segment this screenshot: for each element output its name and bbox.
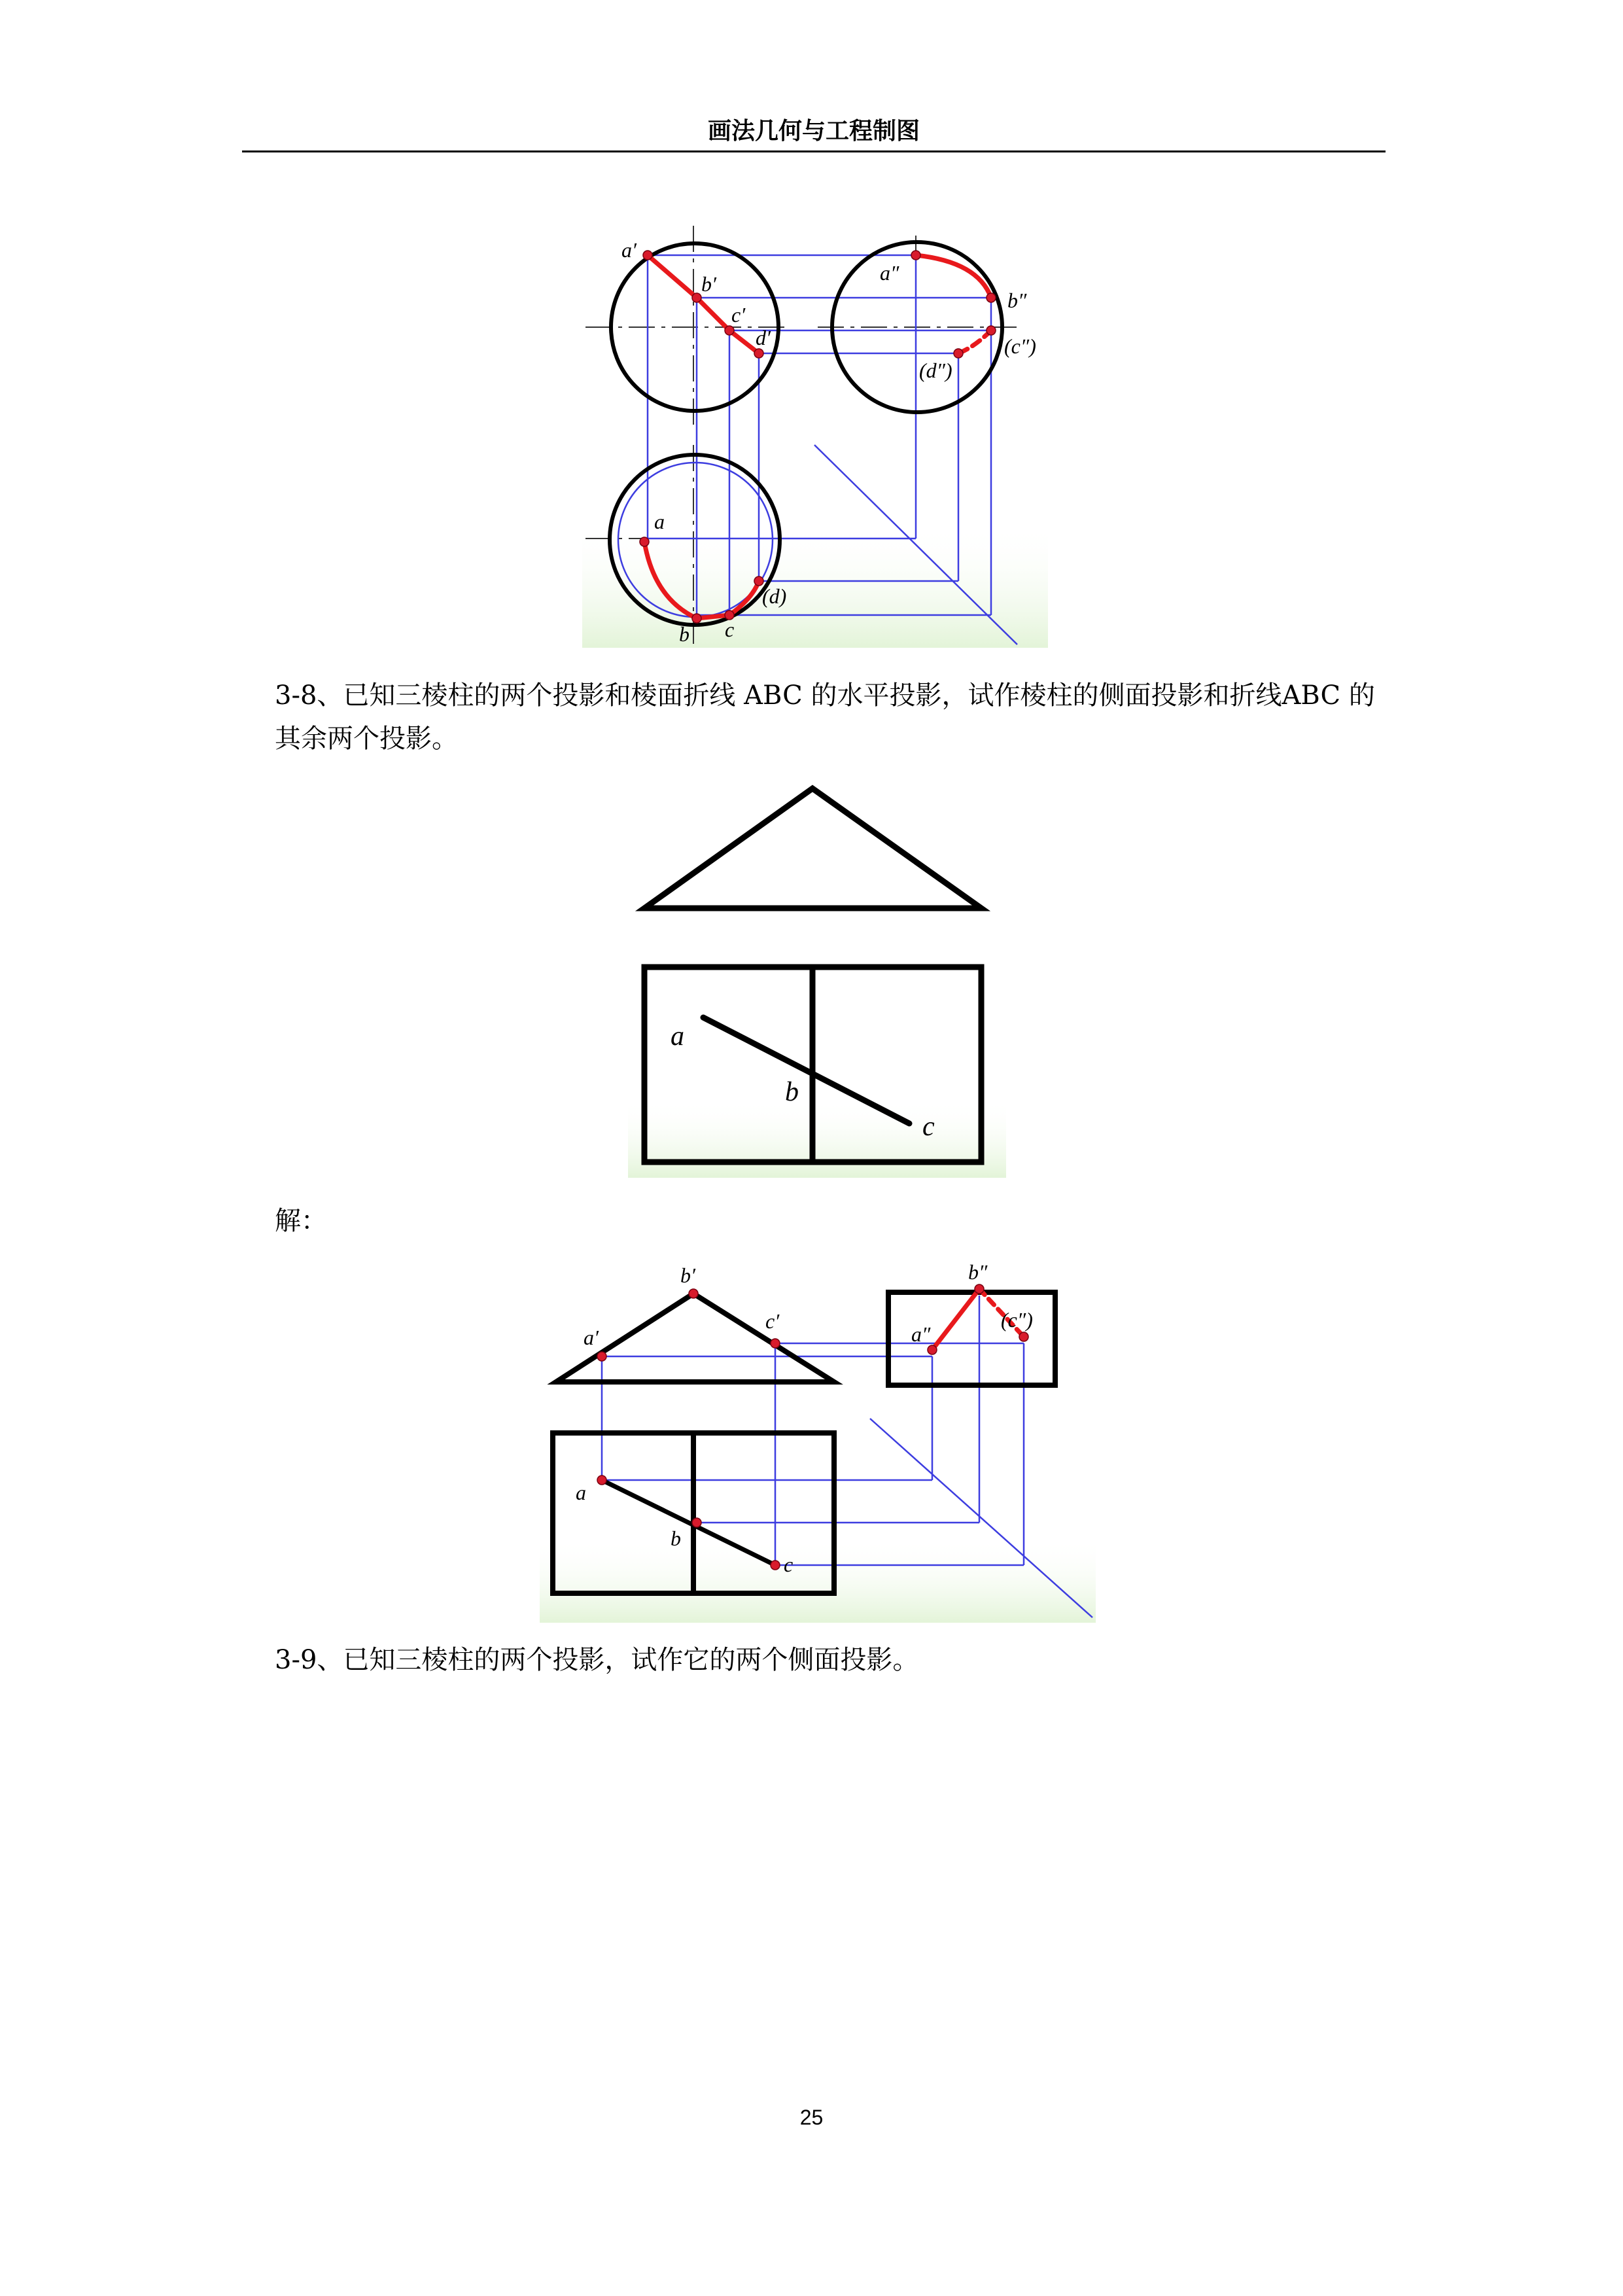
label-d-prime: d′: [756, 326, 771, 349]
page-header-title: 画法几何与工程制图: [707, 118, 920, 145]
label-a: a: [576, 1481, 586, 1504]
label-c-prime: c′: [765, 1309, 780, 1333]
label-d-dprime: (d″): [919, 359, 952, 382]
solution-label: 解：: [275, 1206, 327, 1236]
label-c: c: [725, 618, 735, 641]
label-a: a: [671, 1021, 684, 1051]
figure-2-background: [628, 1099, 1006, 1178]
page-number: 25: [799, 2106, 824, 2129]
figure-3-background: [540, 1538, 1096, 1623]
label-b-dprime: b″: [968, 1260, 988, 1284]
label-a-prime: a′: [584, 1326, 599, 1349]
label-a-prime: a′: [621, 238, 637, 262]
label-c: c: [922, 1112, 935, 1142]
front-view-triangle: [644, 788, 981, 908]
figure-1-background: [582, 523, 1048, 648]
problem-3-9-text: 3-9、已知三棱柱的两个投影，试作它的两个侧面投影。: [275, 1645, 919, 1675]
label-b-dprime: b″: [1007, 289, 1027, 312]
label-a-dprime: a″: [911, 1322, 931, 1346]
label-b-prime: b′: [701, 272, 716, 296]
label-c: c: [784, 1553, 794, 1576]
label-a: a: [654, 510, 665, 533]
figure-3-prism-solution: [540, 1260, 1096, 1623]
label-d: (d): [762, 584, 787, 608]
label-a-dprime: a″: [880, 261, 899, 285]
figure-1-cylinder-projections: [582, 226, 1048, 648]
label-c-dprime: (c″): [1001, 1308, 1033, 1332]
label-b: b: [785, 1077, 799, 1107]
problem-3-8-text: 3-8、已知三棱柱的两个投影和棱面折线 ABC 的水平投影，试作棱柱的侧面投影和折线ABC 的其余两个投影。: [275, 680, 1375, 754]
figure-2-prism-given: [628, 788, 1006, 1178]
label-b: b: [679, 622, 689, 646]
label-c-dprime: (c″): [1004, 334, 1036, 358]
label-c-prime: c′: [731, 303, 746, 327]
label-b-prime: b′: [680, 1263, 695, 1287]
label-b: b: [671, 1527, 681, 1550]
